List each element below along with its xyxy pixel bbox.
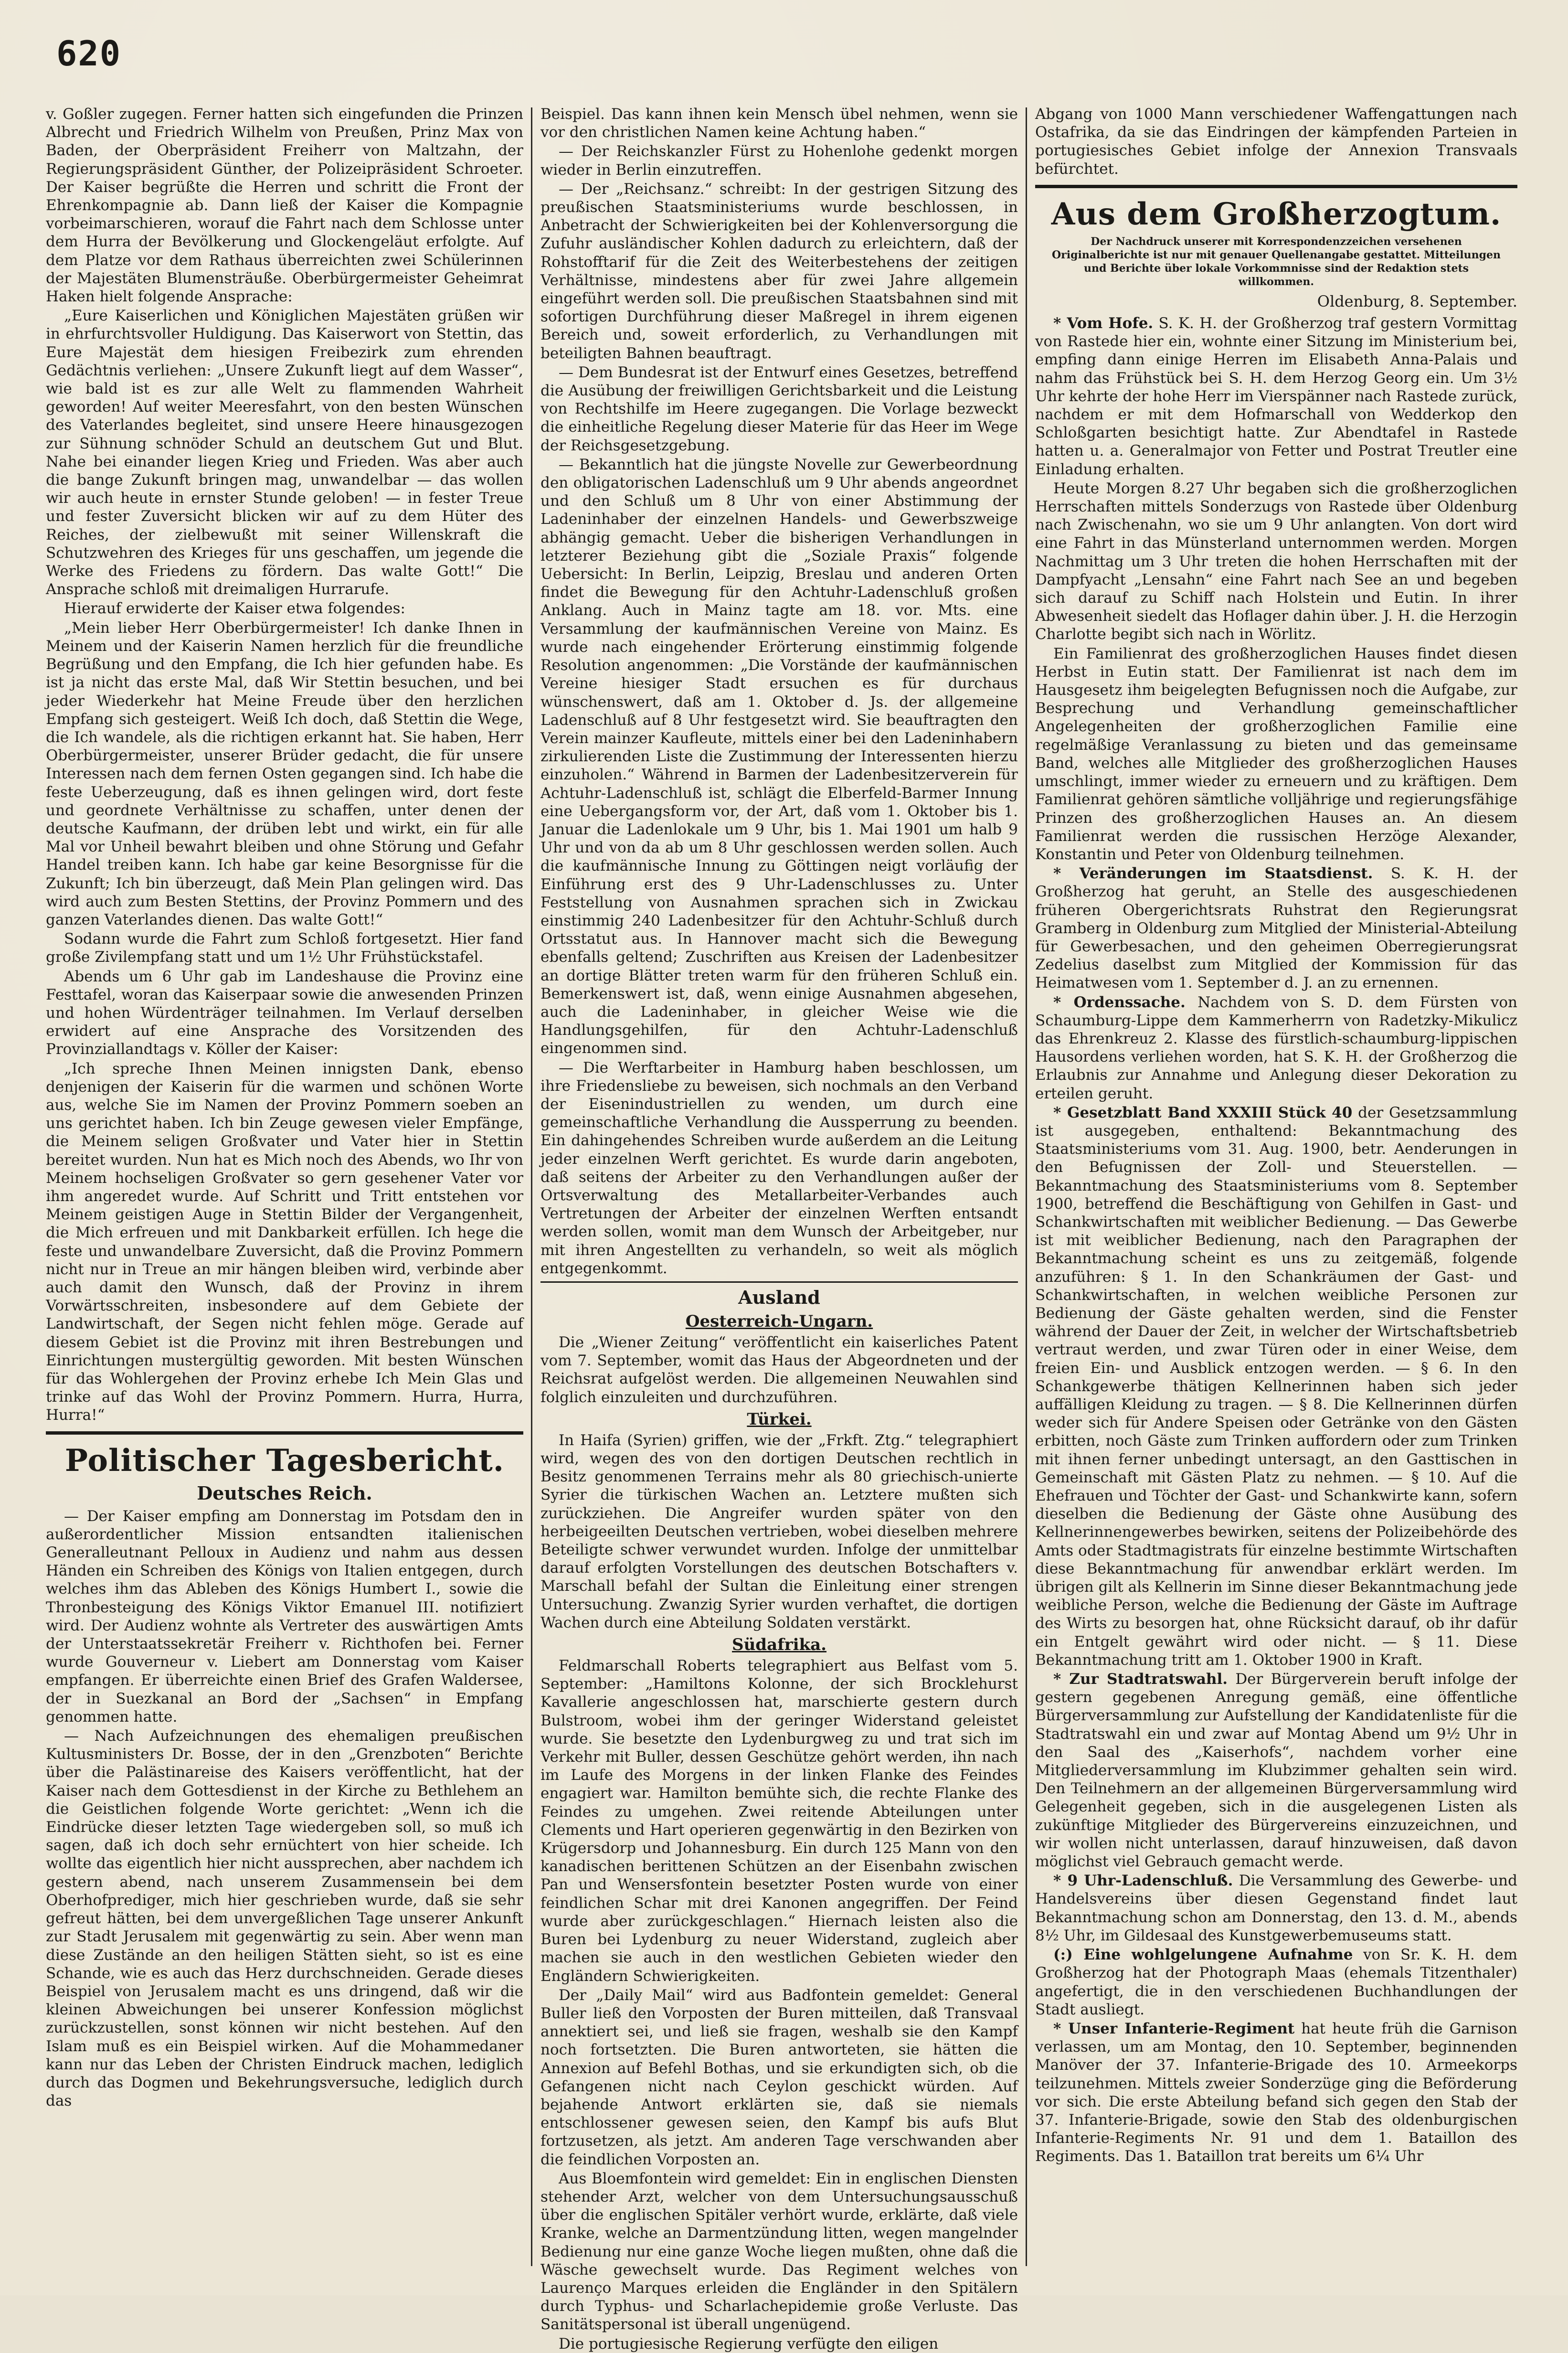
- article-paragraph: — Der „Reichsanz.“ schreibt: In der gestrigen Sitzung des preußischen Staatsministeriums wurde beschlossen, in Anbetracht der Schwierigkeiten bei der Kohlenversorgung die Zufuhr ausländischer Kohlen dadurch zu erleichtern, daß der Rohstofftarif für die Zeit des Weiterbestehens der zeitigen Verhältnisse, mindestens aber für zwei Jahre allgemein eingeführt werden soll. Die preußischen Staatsbahnen sind mit sofortigen Durchführung dieser Maßregel in ihrem eigenen Bereich und, soweit erforderlich, zu Verhandlungen mit beteiligten Bahnen beauftragt.: [540, 180, 1018, 362]
- reprint-notice: Der Nachdruck unserer mit Korrespondenzzeichen versehenen Originalberichte ist nur mit genauer Quellenangabe gestattet. Mitteilungen und Berichte über lokale Vorkommnisse sind der Redaktion stets willkommen.: [1051, 235, 1501, 288]
- article-paragraph: Abgang von 1000 Mann verschiedener Waffengattungen nach Ostafrika, da sie das Eindringen der kämpfenden Parteien in portugiesisches Gebiet infolge der Annexion Transvaals befürchtet.: [1035, 106, 1517, 178]
- article-paragraph: Hierauf erwiderte der Kaiser etwa folgendes:: [64, 600, 405, 618]
- article-paragraph: — Der Kaiser empfing am Donnerstag im Potsdam den in außerordentlicher Mission entsandten italienischen Generalleutnant Pelloux in Audienz und nahm aus dessen Händen ein Schreiben des Königs von Italien entgegen, durch welches ihm das Ableben des Königs Humbert I., sowie die Thronbesteigung des Königs Viktor Emanuel III. notifiziert wird. Der Audienz wohnte als Vertreter des auswärtigen Amts der Unterstaatssekretär Freiherr v. Richthofen bei. Ferner wurde Gouverneur v. Liebert am Donnerstag vom Kaiser empfangen. Er überreichte einen Brief des Grafen Waldersee, der in Suezkanal an Bord der „Sachsen“ in Empfang genommen hatte.: [46, 1507, 523, 1725]
- subheading-oesterreich-ungarn: Oesterreich-Ungarn.: [685, 1312, 873, 1331]
- item-heading-staatsdienst: * Veränderungen im Staatsdienst.: [1053, 865, 1373, 883]
- item-text: S. K. H. der Großherzog hat geruht, an Stelle des ausgeschiedenen früheren Obergerichtsrats Ruhstrat den Regierungsrat Gramberg in Oldenburg zum Mitglied der Ministerial-Abteilung für Gewerbesachen, und den geheimen Oberregierungsrat Zedelius daselbst zum Mitglied der Kommission für das Heimatwesen vom 1. September d. J. an zu ernennen.: [1035, 865, 1517, 992]
- item-text: der Gesetzsammlung ist ausgegeben, enthaltend: Bekanntmachung des Staatsministeriums vom 31. Aug. 1900, betr. Aenderungen in den Befugnissen der Zoll- und Steuerstellen. — Bekanntmachung des Staatsministeriums vom 8. September 1900, betreffend die Beschäftigung von Gehilfen in Gast- und Schankwirtschaften mit weiblicher Bedienung. — Das Gewerbe ist mit weiblicher Bedienung, nach den Paragraphen der Bekanntmachung scheint es uns zu zeitgemäß, folgende anzuführen: § 1. In den Schankräumen der Gast- und Schankwirtschaften, in welchen weibliche Personen zur Bedienung der Gäste gehalten werden, sind die Fenster während der Dauer der Zeit, in welcher der Wirtschaftsbetrieb vertraut werden, und zwar Türen oder in einer Weise, dem freien Ein- und Ausblick entzogen werden. — § 6. In den Schankgewerbe thätigen Kellnerinnen haben sich jeder auffälligen Kleidung zu tragen. — § 8. Die Kellnerinnen dürfen weder sich für Andere Speisen oder Getränke von den Gästen erbitten, noch Gäste zum Trinken auffordern oder zum Trinken mit ihnen ferner unbedingt untersagt, an den Gasttischen in Gemeinschaft mit Gästen Platz zu nehmen. — § 10. Auf die Ehefrauen und Töchter der Gast- und Schankwirte kann, sofern dieselben die Bedienung der Gäste ohne Ausübung des Kellnerinnengewerbes bewirken, seitens der Polizeibehörde des Amts oder Stadtmagistrats für einzelne bestimmte Wirtschaften diese Bekanntmachung für anwendbar erklärt werden. Im übrigen gilt als Kellnerin im Sinne dieser Bekanntmachung jede weibliche Person, welche die Bedienung der Gäste im Auftrage des Wirts zu besorgen hat, ohne Rücksicht darauf, ob ihr dafür ein Entgelt gewährt wird oder nicht. — § 11. Diese Bekanntmachung tritt am 1. Oktober 1900 in Kraft.: [1035, 1104, 1517, 1669]
- article-paragraph: v. Goßler zugegen. Ferner hatten sich eingefunden die Prinzen Albrecht und Friedrich Wilhelm von Preußen, Prinz Max von Baden, der Oberpräsident Freiherr von Maltzahn, der Regierungspräsident Günther, der Polizeipräsident Schroeter. Der Kaiser begrüßte die Herren und schritt die Front der Ehrenkompagnie ab. Dann ließ der Kaiser die Kompagnie vorbeimarschieren, worauf die Fahrt nach dem Schlosse unter dem Hurra der Bevölkerung und Glockengeläut erfolgte. Auf dem Platze vor dem Rathaus überreichten zwei Schülerinnen der Majestäten Blumensträuße. Oberbürgermeister Geheimrat Haken hielt folgende Ansprache:: [46, 106, 523, 306]
- section-heading-ausland: Ausland: [738, 1287, 820, 1308]
- article-paragraph: In Haifa (Syrien) griffen, wie der „Frkft. Ztg.“ telegraphiert wird, wegen des von den dortigen Deutschen rechtlich in Besitz genommenen Terrains mehr als 80 griechisch-unierte Syrier die türkischen Wachen an. Letztere mußten sich zurückziehen. Die Angreifer wurden später von den herbeigeeilten Deutschen vertrieben, wobei dieselben mehrere Beteiligte schwer verwundet wurden. Infolge der unmittelbar darauf erfolgten Vorstellungen des deutschen Botschafters v. Marschall befahl der Sultan die Einleitung einer strengen Untersuchung. Zwanzig Syrier wurden verhaftet, die dortigen Wachen durch eine Abteilung Soldaten verstärkt.: [540, 1431, 1018, 1631]
- article-paragraph: — Die Werftarbeiter in Hamburg haben beschlossen, um ihre Friedensliebe zu beweisen, sich nochmals an den Verband der Eisenindustriellen zu wenden, um durch eine gemeinschaftliche Verhandlung die Aussperrung zu beenden. Ein dahingehendes Schreiben wurde außerdem an die Leitung jeder einzelnen Werft gerichtet. Es wurde darin angeboten, daß seitens der Arbeiter zu den Verhandlungen außer der Ortsverwaltung des Metallarbeiter-Verbandes auch Vertretungen der Arbeiter der einzelnen Werften entsandt werden sollen, womit man dem Wunsch der Arbeitgeber, nur mit ihren Angestellten zu verhandeln, so weit als möglich entgegenkommt.: [540, 1059, 1018, 1277]
- article-paragraph: Aus Bloemfontein wird gemeldet: Ein in englischen Diensten stehender Arzt, welcher von dem Untersuchungsausschuß über die englischen Spitäler verhört wurde, erklärte, daß viele Kranke, welche an Darmentzündung litten, wegen mangelnder Bedienung nur eine ganze Woche liegen mußten, ohne daß die Wäsche gewechselt wurde. Das Regiment welches von Laurenço Marques erleiden die Engländer in den Spitälern durch Typhus- und Scharlachepidemie große Verluste. Das Sanitätspersonal ist überall ungenügend.: [540, 2170, 1018, 2333]
- item-heading-gesetzblatt: * Gesetzblatt Band XXXIII Stück 40: [1053, 1104, 1353, 1121]
- section-heading-aus-dem-grossherzogtum: Aus dem Großherzogtum.: [1051, 196, 1502, 232]
- section-heading-politischer-tagesbericht: Politischer Tagesbericht.: [64, 1442, 505, 1479]
- column-1: [46, 105, 523, 2273]
- article-paragraph: Beispiel. Das kann ihnen kein Mensch übel nehmen, wenn sie vor den christlichen Namen keine Achtung haben.“: [540, 106, 1018, 141]
- item-heading-ordenssache: * Ordenssache.: [1053, 993, 1186, 1011]
- article-paragraph: Die „Wiener Zeitung“ veröffentlicht ein kaiserliches Patent vom 7. September, womit das Haus der Abgeordneten und der Reichsrat aufgelöst werden. Die allgemeinen Neuwahlen sind folglich einzuleiten und durchzuführen.: [540, 1334, 1018, 1406]
- column-2: [540, 105, 1018, 2353]
- item-text: Der Bürgerverein beruft infolge der gestern gegebenen Anregung gemäß, eine öffentliche Bürgerversammlung zur Aufstellung der Kandidatenliste für die Stadtratswahl ein und zwar auf Montag Abend um 9½ Uhr in den Saal des „Kaiserhofs“, nachdem vorher eine Mitgliederversammlung im Klubzimmer gehalten sein wird. Den Teilnehmern an der allgemeinen Bürgerversammlung wird Gelegenheit gegeben, sich in die ausgelegenen Listen als zukünftige Mitglieder des Bürgervereins einzuzeichnen, und wir wollen nicht unterlassen, darauf hinzuweisen, daß davon möglichst viel Gebrauch gemacht werde.: [1035, 1671, 1518, 1871]
- item-heading-stadtratswahl: * Zur Stadtratswahl.: [1053, 1671, 1228, 1688]
- item-text: von Sr. K. H. dem Großherzog hat der Photograph Maas (ehemals Titzenthaler) angefertigt, die in den verschiedenen Buchhandlungen der Stadt ausliegt.: [1035, 1946, 1517, 2018]
- article-paragraph: „Eure Kaiserlichen und Königlichen Majestäten grüßen wir in ehrfurchtsvoller Huldigung. Das Kaiserwort von Stettin, das Eure Majestät dem hiesigen Freibezirk zum ehrenden Gedächtnis verliehen: „Unsere Zukunft liegt auf dem Wasser“, wie bald ist es zur alle Welt zu flammenden Wahrheit geworden! Auf weiter Meeresfahrt, von den besten Wünschen des Vaterlandes begleitet, sind unsere Heere hinausgezogen zur Sühnung schnöder Schuld an deutschem Gut und Blut. Nahe bei einander liegen Krieg und Frieden. Was aber auch die bange Zukunft bringen mag, unwandelbar — das wollen wir auch heute in ernster Stunde geloben! — in fester Treue und fester Zuversicht blicken wir auf zu dem Hüter des Reiches, der zielbewußt mit seiner Willenskraft die Schutzwehren des Krieges für uns geschaffen, um jegende die Werke des Friedens zu fördern. Das walte Gott!“ Die Ansprache schloß mit dreimaligen Hurrarufe.: [46, 307, 523, 598]
- item-text: hat heute früh die Garnison verlassen, um am Montag, den 10. September, beginnenden Manöver der 37. Infanterie-Brigade des 10. Armeekorps teilzunehmen. Mittels zweier Sonderzüge ging die Beförderung vor sich. Die erste Abteilung befand sich gegen den Stab der 37. Infanterie-Brigade, sowie den Stab des oldenburgischen Infanterie-Regiments Nr. 91 und dem 1. Bataillon des Regiments. Das 1. Bataillon trat bereits um 6¼ Uhr: [1035, 2020, 1517, 2165]
- item-heading-ladenschluss: * 9 Uhr-Ladenschluß.: [1053, 1872, 1233, 1890]
- article-paragraph: Der „Daily Mail“ wird aus Badfontein gemeldet: General Buller ließ den Vorposten der Buren mitteilen, daß Transvaal annektiert sei, und ließ sie fragen, weshalb sie den Kampf noch fortsetzten. Die Buren antworteten, sie hätten die Annexion auf Befehl Bothas, und sie erkundigten sich, ob die Gefangenen nicht nach Ceylon geschickt würden. Auf bejahende Antwort erklärten sie, daß sie niemals entschlossener gewesen seien, den Kampf bis aufs Blut fortzusetzen, als jetzt. Am anderen Tage verschwanden aber die feindlichen Vorposten an.: [540, 1986, 1018, 2168]
- column-3: [1035, 105, 1517, 2273]
- article-paragraph: Die portugiesische Regierung verfügte den eiligen: [559, 2335, 939, 2353]
- article-paragraph: — Nach Aufzeichnungen des ehemaligen preußischen Kultusministers Dr. Bosse, der in den „Grenzboten“ Berichte über die Palästinareise des Kaisers veröffentlicht, hat der Kaiser nach dem Gottesdienst in der Kirche zu Bethlehem an die Geistlichen folgende Worte gerichtet: „Wenn ich die Eindrücke dieser letzten Tage wiedergeben soll, so muß ich sagen, daß ich doch sehr ernüchtert von hier scheide. Ich wollte das eigentlich hier nicht aussprechen, aber nachdem ich gestern abend, nach unserem Zusammensein bei dem Oberhofprediger, mich hier geschrieben wurde, daß sie sehr gefreut hätten, bei dem unvergeßlichen Tage unserer Ankunft zur Stadt Jerusalem mit gegenwärtig zu sein. Aber wenn man diese Zustände an den heiligen Stätten sieht, so ist es eine Schande, wie es auch das Herz durchschneiden. Gerade dieses Beispiel von Jerusalem macht es uns dringend, daß wir die kleinen Abweichungen bei unserer Konfession möglichst zurückzustellen, sonst können wir nicht bestehen. Auf den Islam muß es ein Beispiel wirken. Auf die Mohammedaner kann nur das Leben der Christen Eindruck machen, lediglich durch das Dogmen und Bekehrungsversuche, lediglich durch das: [46, 1727, 523, 2110]
- item-heading-vom-hofe: * Vom Hofe.: [1053, 315, 1154, 332]
- item-text: Nachdem von S. D. dem Fürsten von Schaumburg-Lippe dem Kammerherrn von Radetzky-Mikulicz das Ehrenkreuz 2. Klasse des fürstlich-schaumburg-lippischen Hausordens verliehen worden, hat S. K. H. der Großherzog die Erlaubnis zur Annahme und Anlegung dieser Dekoration zu erteilen geruht.: [1035, 993, 1517, 1102]
- article-paragraph: — Bekanntlich hat die jüngste Novelle zur Gewerbeordnung den obligatorischen Ladenschluß um 9 Uhr abends angeordnet und den Schluß um 8 Uhr von einer Abstimmung der Ladeninhaber der einzelnen Handels- und Gewerbszweige abhängig gemacht. Ueber die bisherigen Verhandlungen in letzterer Beziehung gibt die „Soziale Praxis“ folgende Uebersicht: In Berlin, Leipzig, Breslau und anderen Orten findet die Bewegung für den Achtuhr-Ladenschluß großen Anklang. Auch in Mainz tagte am 18. vor. Mts. eine Versammlung der kaufmännischen Vereine von Mainz. Es wurde nach eingehender Erörterung einstimmig folgende Resolution angenommen: „Die Vorstände der kaufmännischen Vereine hiesiger Stadt ersuchen es für durchaus wünschenswert, daß am 1. Oktober d. Js. der allgemeine Ladenschluß auf 8 Uhr festgesetzt wird. Sie beauftragten den Verein mainzer Kaufleute, mittels einer bei den Ladeninhabern zirkulierenden Liste die Zustimmung der Interessenten hierzu einzuholen.“ Während in Barmen der Ladenbesitzerverein für Achtuhr-Ladenschluß ist, schlägt die Elberfeld-Barmer Innung eine Uebergangsform vor, der Art, daß vom 1. Oktober bis 1. Januar die Ladenlokale um 9 Uhr, bis 1. Mai 1901 um halb 9 Uhr und von da ab um 8 Uhr geschlossen werden sollen. Auch die kaufmännische Innung zu Göttingen neigt vorläufig der Einführung erst des 9 Uhr-Ladenschlusses zu. Unter Feststellung von Ausnahmen sprachen sich in Zwickau einstimmig 240 Ladenbesitzer für den Achtuhr-Schluß durch Ortsstatut aus. In Hannover macht sich die Bewegung ebenfalls geltend; Zuschriften aus Kreisen der Ladenbesitzer an dortige Blätter treten warm für den früheren Schluß ein. Bemerkenswert ist, daß, wenn einige Ausnahmen abgesehen, auch die Ladeninhaber, in gleicher Weise wie die Handlungsgehilfen, für den Achtuhr-Ladenschluß eingenommen sind.: [540, 456, 1018, 1057]
- article-paragraph: „Mein lieber Herr Oberbürgermeister! Ich danke Ihnen in Meinem und der Kaiserin Namen herzlich für die freundliche Begrüßung und den Empfang, die Ich hier gefunden habe. Es ist ja nicht das erste Mal, daß Wir Stettin besuchen, und bei jeder Wiederkehr hat Meine Freude über den herzlichen Empfang sich gesteigert. Weiß Ich doch, daß Stettin die Wege, die Ich wandele, als die richtigen erkannt hat. Sie haben, Herr Oberbürgermeister, unserer Brüder gedacht, die für unsere Interessen nach dem fernen Osten gegangen sind. Ich habe die feste Ueberzeugung, daß es ihnen gelingen wird, dort feste und geordnete Verhältnisse zu schaffen, unter denen der deutsche Kaufmann, der drüben lebt und wirkt, ein für alle Mal vor Unheil bewahrt bleiben und ohne Störung und Gefahr Handel treiben kann. Ich habe gar keine Besorgnisse für die Zukunft; Ich bin überzeugt, daß Mein Plan gelingen wird. Das wird auch zum Besten Stettins, der Provinz Pommern und des ganzen Vaterlandes dienen. Das walte Gott!“: [46, 619, 523, 928]
- section-divider: [540, 1281, 1018, 1283]
- section-divider: [1035, 185, 1517, 188]
- item-heading-aufnahme: (:) Eine wohlgelungene Aufnahme: [1053, 1946, 1353, 1964]
- article-paragraph: Sodann wurde die Fahrt zum Schloß fortgesetzt. Hier fand große Zivilempfang statt und um 1½ Uhr Frühstückstafel.: [46, 930, 523, 966]
- dateline: Oldenburg, 8. September.: [1317, 292, 1517, 310]
- column-rule-right: [1026, 107, 1027, 2266]
- subheading-suedafrika: Südafrika.: [732, 1635, 826, 1655]
- subheading-tuerkei: Türkei.: [747, 1409, 812, 1429]
- subheading-deutsches-reich: Deutsches Reich.: [197, 1482, 372, 1504]
- article-paragraph: Ein Familienrat des großherzoglichen Hauses findet diesen Herbst in Eutin statt. Der Familienrat ist nach dem im Hausgesetz ihm beigelegten Befugnissen noch die Aufgabe, zur Besprechung und Verhandlung gemeinschaftlicher Angelegenheiten der großherzoglichen Familie eine regelmäßige Veranlassung zu bieten und das gemeinsame Band, welches alle Mitglieder des großherzoglichen Hauses umschlingt, immer wieder zu erneuern und zu kräftigen. Dem Familienrat gehören sämtliche volljährige und regierungsfähige Prinzen des großherzoglichen Hauses an. An diesem Familienrat werden die russischen Herzöge Alexander, Konstantin und Peter von Oldenburg teilnehmen.: [1035, 645, 1517, 863]
- column-rule-left: [531, 107, 532, 2266]
- article-paragraph: — Dem Bundesrat ist der Entwurf eines Gesetzes, betreffend die Ausübung der freiwilligen Gerichtsbarkeit und die Leistung von Rechtshilfe im Heere zugegangen. Die Vorlage bezweckt die einheitliche Regelung dieser Materie für das Heer im Wege der Reichsgesetzgebung.: [540, 363, 1018, 454]
- page-number: 620: [56, 33, 122, 74]
- article-paragraph: — Der Reichskanzler Fürst zu Hohenlohe gedenkt morgen wieder in Berlin einzutreffen.: [540, 143, 1018, 179]
- section-divider: [46, 1431, 523, 1435]
- article-paragraph: „Ich spreche Ihnen Meinen innigsten Dank, ebenso denjenigen der Kaiserin für die warmen und schönen Worte aus, welche Sie im Namen der Provinz Pommern soeben an uns gerichtet haben. Ich bin Zeuge gewesen vieler Empfänge, die Meinem seligen Großvater und Vater hier in Stettin bereitet wurden. Nun hat es Mich noch des Abends, wo Ihr von Meinem hochseligen Großvater so gern gesehener Vater vor ihm angeredet wurde. Auf Schritt und Tritt entstehen vor Meinem geistigen Auge in Stettin Bilder der Vergangenheit, die Mich erfreuen und mit Dankbarkeit erfüllen. Ich hege die feste und unwandelbare Zuversicht, daß die Provinz Pommern nicht nur in Treue an mir hängen bleiben wird, verbinde aber auch damit den Wunsch, daß der Provinz in ihrem Vorwärtsschreiten, insbesondere auf dem Gebiete der Landwirtschaft, der Segen nicht fehlen möge. Gerade auf diesem Gebiet ist die Provinz mit ihren Bestrebungen und Einrichtungen mustergültig geworden. Mit besten Wünschen für das Wohlergehen der Provinz erhebe Ich Mein Glas und trinke auf das Wohl der Provinz Pommern. Hurra, Hurra, Hurra!“: [46, 1060, 523, 1424]
- item-text: S. K. H. der Großherzog traf gestern Vormittag von Rastede hier ein, wohnte einer Sitzung im Ministerium bei, empfing dann einige Herren im Elisabeth Anna-Palais und nahm das Frühstück bei S. H. dem Herzog Georg ein. Um 3½ Uhr kehrte der hohe Herr im Vierspänner nach Rastede zurück, nachdem er mit dem Hofmarschall von Wedderkop den Schloßgarten besichtigt hatte. Zur Abendtafel in Rastede hatten u. a. Generalmajor von Fetter und Postrat Treutler eine Einladung erhalten.: [1035, 315, 1517, 478]
- item-heading-infanterie-regiment: * Unser Infanterie-Regiment: [1053, 2020, 1295, 2037]
- item-text: Die Versammlung des Gewerbe- und Handelsvereins über diesen Gegenstand findet laut Bekanntmachung schon am Donnerstag, den 13. d. M., abends 8½ Uhr, im Gildesaal des Kunstgewerbemuseums statt.: [1035, 1872, 1517, 1944]
- article-paragraph: Abends um 6 Uhr gab im Landeshause die Provinz eine Festtafel, woran das Kaiserpaar sowie die anwesenden Prinzen und hohen Würdenträger teilnahmen. Im Verlauf derselben erwidert auf eine Ansprache des Vorsitzenden des Provinziallandtags v. Köller der Kaiser:: [46, 968, 523, 1058]
- article-paragraph: Feldmarschall Roberts telegraphiert aus Belfast vom 5. September: „Hamiltons Kolonne, der sich Brocklehurst Kavallerie angeschlossen hat, marschierte gestern durch Bulstroom, wobei ihm der geringer Widerstand geleistet wurde. Sie besetzte den Lydenburgweg zu und trat sich im Verkehr mit Buller, dessen Geschütze gehört werden, ihn nach im Laufe des Morgens in der linken Flanke des Feindes engagiert war. Hamilton bemühte sich, die rechte Flanke des Feindes zu umgehen. Zwei reitende Abteilungen unter Clements und Hart operieren gegenwärtig in den Bezirken von Krügersdorp und Johannesburg. Ein durch 125 Mann von den kanadischen berittenen Schützen an der Eisenbahn zwischen Pan und Wensersfontein besetzter Posten wurde von einer feindlichen Schar mit drei Kanonen angegriffen. Der Feind wurde aber zurückgeschlagen.“ Hiernach leisten also die Buren bei Lydenburg zu neuer Widerstand, zugleich aber machen sie auch in den westlichen Gebieten wieder den Engländern Schwierigkeiten.: [540, 1657, 1018, 1985]
- article-paragraph: Heute Morgen 8.27 Uhr begaben sich die großherzoglichen Herrschaften mittels Sonderzugs von Rastede über Oldenburg nach Zwischenahn, wo sie um 9 Uhr anlangten. Von dort wird eine Fahrt in das Münsterland unternommen werden. Morgen Nachmittag um 3 Uhr treten die hohen Herrschaften mit der Dampfyacht „Lensahn“ eine Fahrt nach See an und begeben sich darauf zu Schiff nach Holstein und Eutin. In ihrer Abwesenheit siedelt das Hoflager dahin über. J. H. die Herzogin Charlotte begibt sich nach in Wörlitz.: [1035, 479, 1517, 643]
